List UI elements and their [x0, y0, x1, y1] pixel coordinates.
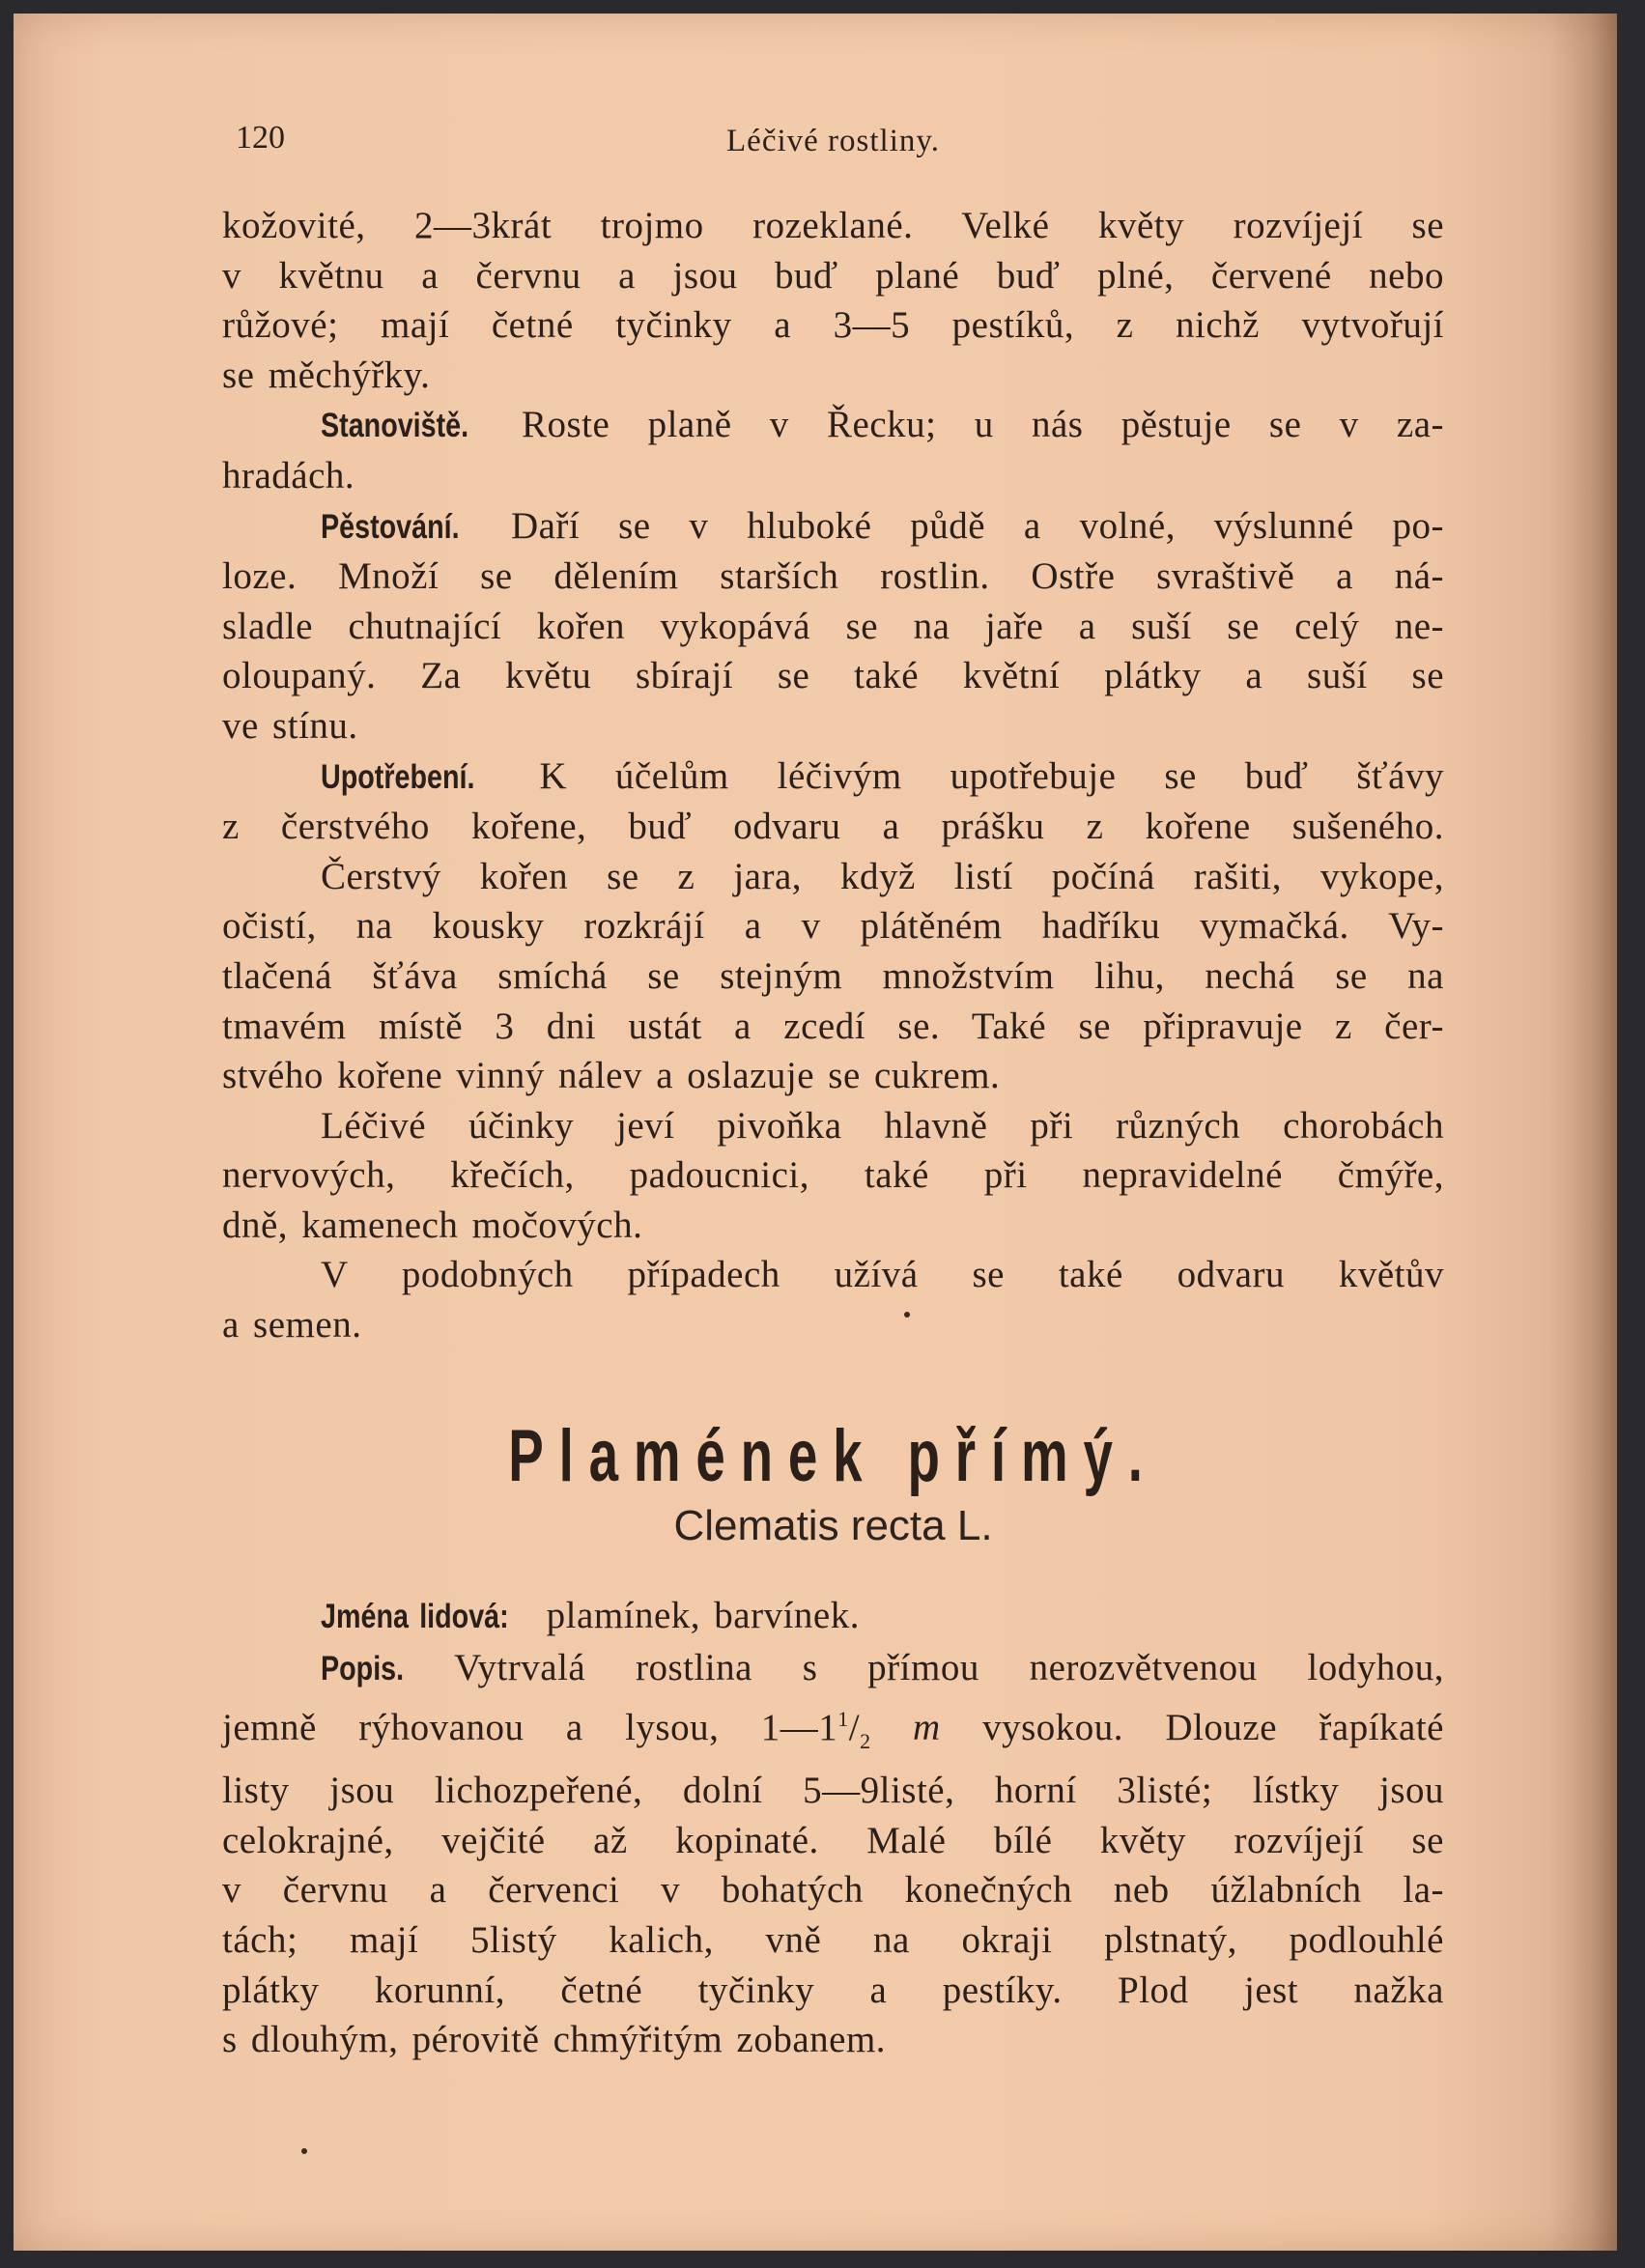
- text-line: oloupaný. Za květu sbírají se také květní plátky a suší se: [222, 655, 1444, 697]
- stanoviste-heading: Stanoviště.: [321, 407, 469, 445]
- text-line: jemně rýhovanou a lysou, $1—1^1/_2$ m vysokou. Dlouze řapíkaté: [222, 1706, 1444, 1753]
- jmena-paragraph: Jména lidová: plamínek, barvínek.: [222, 1591, 1444, 1642]
- popis-paragraph: Popis. Vytrvalá rostlina s přímou nerozvětvenou lodyhou,: [222, 1643, 1444, 1694]
- running-title: Léčivé rostliny.: [726, 124, 940, 158]
- text-line: dně, kamenech močových.: [222, 1204, 643, 1246]
- text-line: a semen.: [222, 1304, 362, 1347]
- running-head: [222, 120, 1444, 168]
- text-line: se měchýřky.: [222, 354, 431, 396]
- text-line: tmavém místě 3 dni ustát a zcedí se. Také se připravuje z čer-: [222, 1005, 1444, 1047]
- text-line: Čerstvý kořen se z jara, když listí počíná rašiti, vykope,: [321, 855, 1444, 897]
- text-line: V podobných případech užívá se také odvaru květův: [321, 1254, 1444, 1296]
- text-line: tách; mají 5listý kalich, vně na okraji plstnatý, podlouhlé: [222, 1919, 1444, 1962]
- text-line: v červnu a červenci v bohatých konečných neb úžlabních la-: [222, 1869, 1444, 1912]
- ink-speck: [904, 1312, 910, 1318]
- text-line: plátky korunní, četné tyčinky a pestíky. Plod jest nažka: [222, 1969, 1444, 2011]
- text-line: sladle chutnající kořen vykopává se na jaře a suší se celý ne-: [222, 605, 1444, 647]
- text-line: stvého kořene vinný nálev a oslazuje se cukrem.: [222, 1055, 1001, 1097]
- text-line: listy jsou lichozpeřené, dolní 5—9listé, horní 3listé; lístky jsou: [222, 1770, 1444, 1812]
- text-line: očistí, na kousky rozkrájí a v plátěném hadříku vymačká. Vy-: [222, 905, 1444, 948]
- jmena-heading: Jména lidová:: [321, 1597, 509, 1635]
- section-text: [222, 1591, 1444, 2065]
- upotrebeni-paragraph: Upotřebení. K účelům léčivým upotřebuje se buď šťávy: [222, 751, 1444, 803]
- latin-name: Clematis recta L.: [673, 1501, 993, 1549]
- pestovani-paragraph: Pěstování. Daří se v hluboké půdě a volné, výslunné po-: [222, 501, 1444, 553]
- text-line: celokrajné, vejčité až kopinaté. Malé bílé květy rozvíjejí se: [222, 1819, 1444, 1861]
- text-line: s dlouhým, pérovitě chmýřitým zobanem.: [222, 2019, 887, 2061]
- text-line: loze. Množí se dělením starších rostlin. Ostře svraštivě a ná-: [222, 555, 1444, 598]
- ink-speck: [301, 2148, 307, 2154]
- text-line: Léčivé účinky jeví pivoňka hlavně při různých chorobách: [321, 1104, 1444, 1147]
- text-line: z čerstvého kořene, buď odvaru a prášku z kořene sušeného.: [222, 806, 1444, 848]
- text-line: ve stínu.: [222, 704, 358, 747]
- text-line: v květnu a červnu a jsou buď plané buď plné, červené nebo: [222, 254, 1444, 297]
- stanoviste-paragraph: Stanoviště. Roste planě v Řecku; u nás pěstuje se v za-: [222, 400, 1444, 451]
- previous-section-text: [222, 201, 1444, 1350]
- pestovani-heading: Pěstování.: [321, 507, 460, 546]
- text-line: kožovité, 2—3krát trojmo rozeklané. Velké květy rozvíjejí se: [222, 205, 1444, 246]
- page-number: 120: [236, 120, 285, 156]
- page-spine-shadow: [1549, 14, 1617, 2251]
- text-line: tlačená šťáva smíchá se stejným množstvím lihu, nechá se na: [222, 954, 1444, 997]
- upotrebeni-heading: Upotřebení.: [321, 757, 475, 796]
- text-line: hradách.: [222, 454, 355, 496]
- book-page: [14, 14, 1617, 2251]
- page-content: [222, 120, 1444, 2065]
- text-line: růžové; mají četné tyčinky a 3—5 pestíků, z nichž vytvořují: [222, 304, 1444, 347]
- text-line: nervových, křečích, padoucnici, také při nepravidelné čmýře,: [222, 1154, 1444, 1197]
- section-title: Plamének přímý.: [508, 1414, 1158, 1497]
- popis-heading: Popis.: [321, 1650, 405, 1688]
